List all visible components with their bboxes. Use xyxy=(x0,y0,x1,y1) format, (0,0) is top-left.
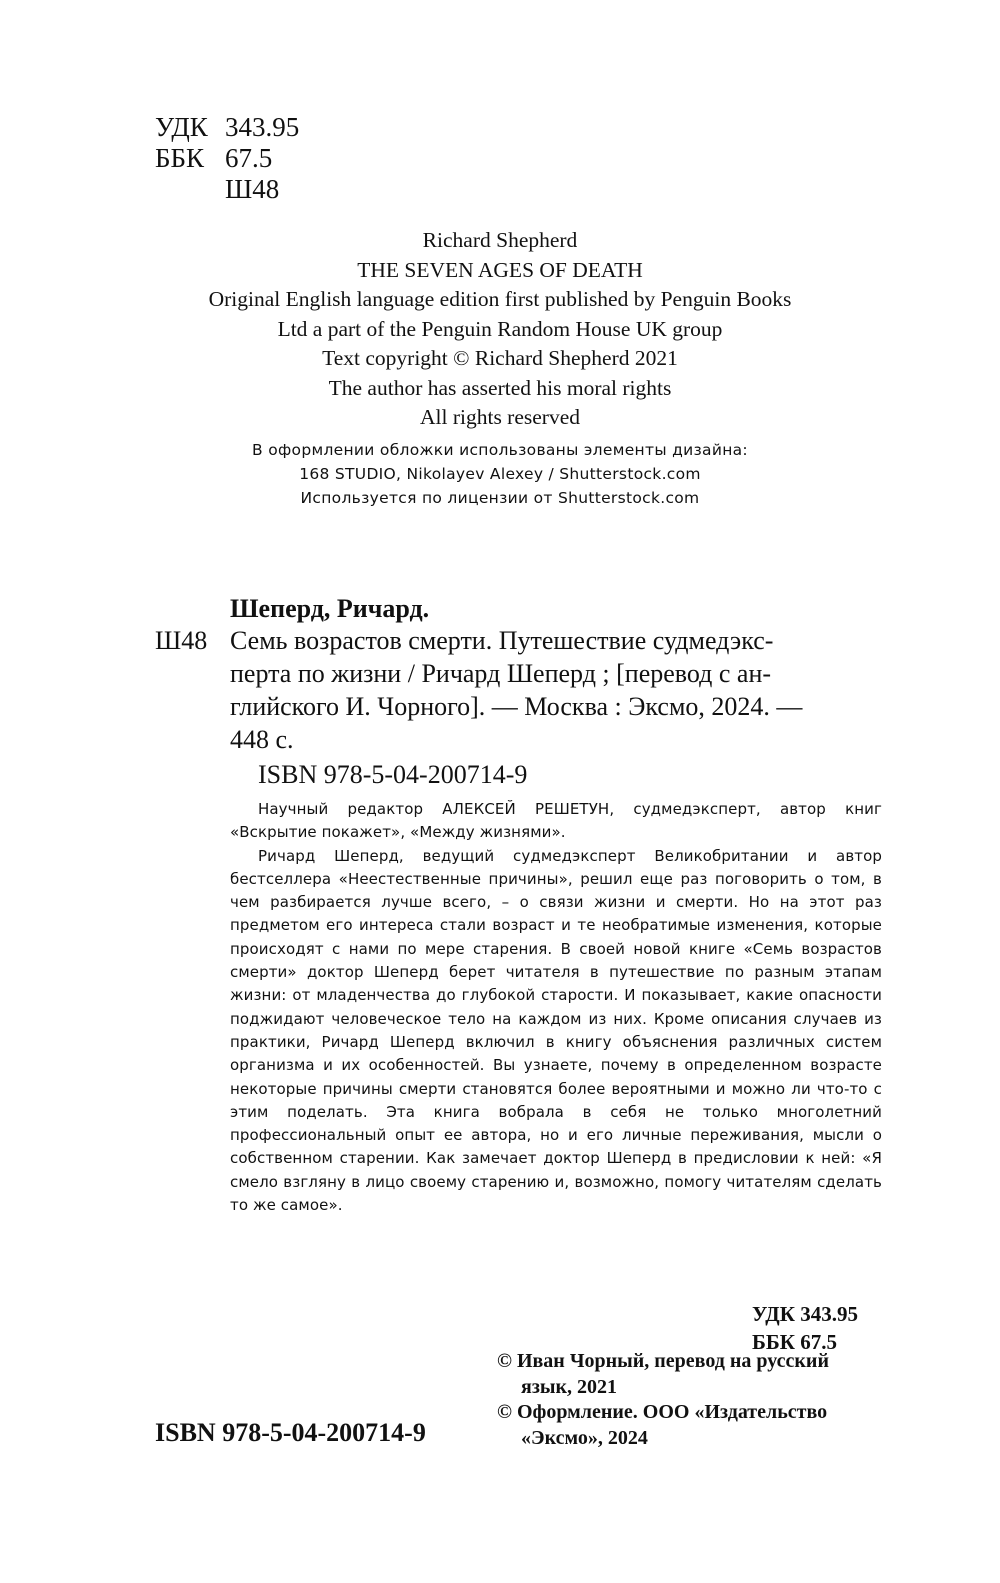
design-credits xyxy=(0,438,1000,510)
udk-value: 343.95 xyxy=(225,112,300,142)
author-mark: Ш48 xyxy=(225,174,280,204)
annotation xyxy=(230,798,882,1217)
rights-line: All rights reserved xyxy=(419,405,580,429)
copyright-design: © Оформление. ООО «Издательство xyxy=(497,1401,828,1423)
rights-line: The author has asserted his moral rights xyxy=(328,375,672,400)
catalog-description xyxy=(230,624,880,756)
copyright-design-cont: «Эксмо», 2024 xyxy=(521,1426,648,1449)
summary: Ричард Шеперд, ведущий судмедэксперт Великобритании и автор бестселлера «Неестественные причины», решил еще раз поговорить о том, в чем разбирается лучше всего, – о связи жизни и смерти. Но на этот раз предметом его интереса стали возраст и те необратимые изменения, которые происходят с нами по мере старения. В своей новой книге «Семь возрастов смерти» доктор Шеперд берет читателя в путешествие по разным этапам жизни: от младенчества до глубокой старости. И показывает, какие опасности поджидают человеческое тело на каждом из них. Кроме описания случаев из практики, Ричард Шеперд включил в книгу объяснения различных систем организма и их особенностей. Вы узнаете, почему в определенном возрасте некоторые причины смерти становятся более вероятными и можно ли что-то с этим поделать. Эта книга вобрала в себя не только многолетний профессиональный опыт ее автора, но и его личные переживания, мысли о собственном старении. Как замечает доктор Шеперд в предисловии к ней: «Я смело взгляну в лицо своему старению и, возможно, помогу читателям сделать то же самое». xyxy=(230,846,882,1215)
copyright-translation: © Иван Чорный, перевод на русский xyxy=(497,1350,829,1372)
udk-row xyxy=(155,112,299,143)
description-line: перта по жизни / Ричард Шеперд ; [перевод с ан- xyxy=(230,659,772,688)
design-credit-line: 168 STUDIO, Nikolayev Alexey / Shutterstock.com xyxy=(299,465,701,483)
copyright-block xyxy=(497,1349,892,1451)
catalog-author-mark: Ш48 xyxy=(155,626,208,655)
catalog-author-heading: Шеперд, Ричард. xyxy=(230,594,430,623)
footer-bbk: ББК 67.5 xyxy=(752,1330,837,1354)
footer-udk: УДК 343.95 xyxy=(752,1302,858,1326)
copyright-translation-cont: язык, 2021 xyxy=(521,1375,617,1398)
footer-isbn: ISBN 978-5-04-200714-9 xyxy=(155,1418,426,1447)
rights-line: Text copyright © Richard Shepherd 2021 xyxy=(322,346,678,370)
bbk-value: 67.5 xyxy=(225,143,273,173)
rights-block xyxy=(0,226,1000,433)
shifr-row xyxy=(155,174,299,205)
udk-label: УДК xyxy=(155,112,208,142)
original-title: THE SEVEN AGES OF DEATH xyxy=(357,257,643,282)
design-credit-line: В оформлении обложки использованы элементы дизайна: xyxy=(252,441,748,459)
description-line: 448 с. xyxy=(230,725,294,754)
design-credit-line: Используется по лицензии от Shutterstock.com xyxy=(300,489,700,507)
rights-line: Original English language edition first published by Penguin Books xyxy=(208,287,792,311)
description-line: глийского И. Чорного]. — Москва : Эксмо, 2024. — xyxy=(230,692,803,721)
footer-classification xyxy=(752,1300,858,1356)
rights-line: Ltd a part of the Penguin Random House UK group xyxy=(277,316,723,341)
original-author: Richard Shepherd xyxy=(422,228,578,252)
catalog-isbn: ISBN 978-5-04-200714-9 xyxy=(258,760,528,789)
editor-note: Научный редактор АЛЕКСЕЙ РЕШЕТУН, судмедэксперт, автор книг «Вскрытие покажет», «Между жизнями». xyxy=(230,800,882,842)
classification-block xyxy=(155,112,299,205)
description-line: Семь возрастов смерти. Путешествие судмедэкс- xyxy=(230,626,774,655)
bbk-label: ББК xyxy=(155,143,205,173)
bbk-row xyxy=(155,143,299,174)
